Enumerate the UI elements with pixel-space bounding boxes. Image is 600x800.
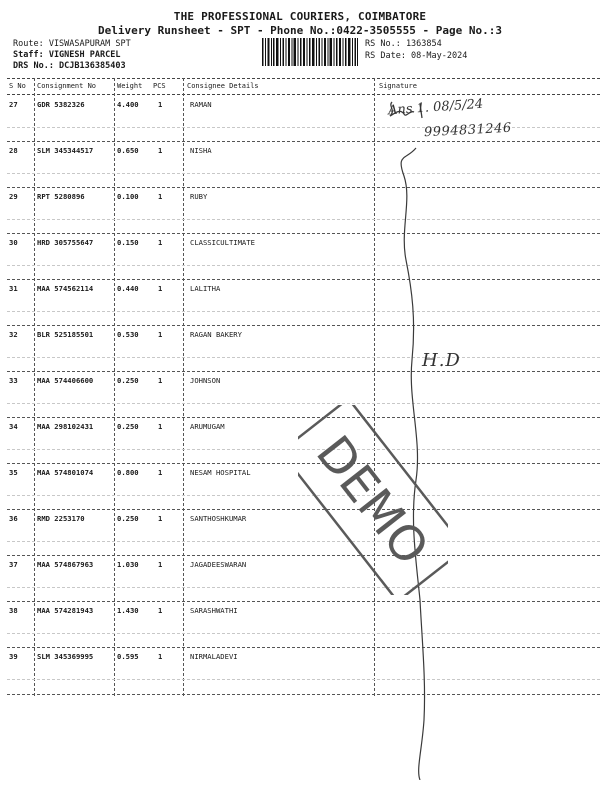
row-pcs: 1 bbox=[158, 146, 163, 155]
row-sno: 31 bbox=[9, 284, 18, 293]
row-sno: 35 bbox=[9, 468, 18, 477]
row-consignment: MAA 574801074 bbox=[37, 468, 94, 477]
table-top-border bbox=[7, 78, 600, 79]
row-sno: 32 bbox=[9, 330, 18, 339]
row-sno: 29 bbox=[9, 192, 18, 201]
table-row bbox=[0, 648, 600, 694]
row-weight: 0.150 bbox=[117, 238, 139, 247]
row-sno: 28 bbox=[9, 146, 18, 155]
row-sno: 37 bbox=[9, 560, 18, 569]
row-weight: 0.440 bbox=[117, 284, 139, 293]
row-pcs: 1 bbox=[158, 468, 163, 477]
drs-number: DRS No.: DCJB136385403 bbox=[13, 61, 126, 71]
row-consignment: MAA 574867963 bbox=[37, 560, 94, 569]
row-consignee: SARASHWATHI bbox=[190, 606, 238, 615]
table-row bbox=[0, 602, 600, 648]
row-pcs: 1 bbox=[158, 330, 163, 339]
signature-date: Ans 1. 08/5/24 bbox=[387, 96, 484, 119]
row-separator bbox=[7, 279, 600, 280]
runsheet-subtitle: Delivery Runsheet - SPT - Phone No.:0422-3505555 - Page No.:3 bbox=[98, 24, 502, 37]
table-header-border bbox=[7, 94, 600, 95]
row-pcs: 1 bbox=[158, 422, 163, 431]
table-row bbox=[0, 188, 600, 234]
row-weight: 4.400 bbox=[117, 100, 139, 109]
row-consignee: ARUMUGAM bbox=[190, 422, 225, 431]
row-consignment: MAA 574562114 bbox=[37, 284, 94, 293]
row-midline bbox=[7, 311, 600, 312]
row-consignment: BLR 525185501 bbox=[37, 330, 94, 339]
row-weight: 0.100 bbox=[117, 192, 139, 201]
row-midline bbox=[7, 679, 600, 680]
row-pcs: 1 bbox=[158, 238, 163, 247]
stamp-text: DEMO bbox=[305, 425, 440, 576]
row-weight: 1.030 bbox=[117, 560, 139, 569]
row-sno: 36 bbox=[9, 514, 18, 523]
signature-note: H.D bbox=[422, 350, 461, 371]
col-header-sno: S No bbox=[9, 82, 26, 90]
rs-number: RS No.: 1363854 bbox=[365, 39, 442, 49]
rs-date: RS Date: 08-May-2024 bbox=[365, 51, 468, 61]
row-midline bbox=[7, 265, 600, 266]
col-header-consignee: Consignee Details bbox=[187, 82, 259, 90]
row-consignment: RMD 2253170 bbox=[37, 514, 85, 523]
row-consignment: MAA 298102431 bbox=[37, 422, 94, 431]
row-weight: 0.250 bbox=[117, 422, 139, 431]
row-consignee: LALITHA bbox=[190, 284, 221, 293]
row-separator bbox=[7, 141, 600, 142]
table-row bbox=[0, 142, 600, 188]
row-weight: 0.530 bbox=[117, 330, 139, 339]
row-pcs: 1 bbox=[158, 606, 163, 615]
row-sno: 33 bbox=[9, 376, 18, 385]
row-consignee: JAGADEESWARAN bbox=[190, 560, 247, 569]
col-header-consignment: Consignment No bbox=[37, 82, 97, 90]
row-weight: 0.250 bbox=[117, 376, 139, 385]
staff-label: Staff: VIGNESH PARCEL bbox=[13, 50, 121, 60]
row-pcs: 1 bbox=[158, 652, 163, 661]
row-consignee: JOHNSON bbox=[190, 376, 221, 385]
table-row bbox=[0, 280, 600, 326]
table-bottom-border bbox=[7, 694, 600, 695]
company-title: THE PROFESSIONAL COURIERS, COIMBATORE bbox=[173, 10, 427, 23]
demo-stamp bbox=[298, 405, 448, 595]
row-consignment: SLM 345344517 bbox=[37, 146, 94, 155]
row-weight: 1.430 bbox=[117, 606, 139, 615]
row-weight: 0.800 bbox=[117, 468, 139, 477]
row-consignee: SANTHOSHKUMAR bbox=[190, 514, 247, 523]
row-consignee: RAMAN bbox=[190, 100, 212, 109]
row-weight: 0.595 bbox=[117, 652, 139, 661]
row-sno: 34 bbox=[9, 422, 18, 431]
row-weight: 0.250 bbox=[117, 514, 139, 523]
row-sno: 30 bbox=[9, 238, 18, 247]
row-midline bbox=[7, 173, 600, 174]
col-header-pcs: PCS bbox=[153, 82, 166, 90]
row-separator bbox=[7, 325, 600, 326]
row-consignment: MAA 574406600 bbox=[37, 376, 94, 385]
row-consignment: MAA 574281943 bbox=[37, 606, 94, 615]
row-separator bbox=[7, 187, 600, 188]
row-pcs: 1 bbox=[158, 192, 163, 201]
row-consignee: NESAM HOSPITAL bbox=[190, 468, 251, 477]
row-pcs: 1 bbox=[158, 514, 163, 523]
row-consignment: GDR 5382326 bbox=[37, 100, 85, 109]
row-midline bbox=[7, 403, 600, 404]
col-header-weight: Weight bbox=[117, 82, 143, 90]
row-consignment: RPT 5280896 bbox=[37, 192, 85, 201]
route-label: Route: VISWASAPURAM SPT bbox=[13, 39, 131, 49]
row-consignment: HRD 305755647 bbox=[37, 238, 94, 247]
row-pcs: 1 bbox=[158, 560, 163, 569]
row-consignee: CLASSICULTIMATE bbox=[190, 238, 255, 247]
row-midline bbox=[7, 219, 600, 220]
signature-phone: 9994831246 bbox=[423, 120, 513, 141]
row-pcs: 1 bbox=[158, 100, 163, 109]
barcode bbox=[262, 38, 358, 66]
row-sno: 38 bbox=[9, 606, 18, 615]
row-sno: 27 bbox=[9, 100, 18, 109]
row-separator bbox=[7, 647, 600, 648]
row-consignee: NIRMALADEVI bbox=[190, 652, 238, 661]
row-pcs: 1 bbox=[158, 376, 163, 385]
row-sno: 39 bbox=[9, 652, 18, 661]
row-consignment: SLM 345369995 bbox=[37, 652, 94, 661]
table-row bbox=[0, 326, 600, 372]
row-separator bbox=[7, 371, 600, 372]
row-pcs: 1 bbox=[158, 284, 163, 293]
row-separator bbox=[7, 601, 600, 602]
row-midline bbox=[7, 357, 600, 358]
row-consignee: RUBY bbox=[190, 192, 208, 201]
col-header-signature: Signature bbox=[379, 82, 417, 90]
row-consignee: RAGAN BAKERY bbox=[190, 330, 242, 339]
row-weight: 0.650 bbox=[117, 146, 139, 155]
table-row bbox=[0, 234, 600, 280]
row-consignee: NISHA bbox=[190, 146, 212, 155]
row-midline bbox=[7, 633, 600, 634]
row-separator bbox=[7, 233, 600, 234]
